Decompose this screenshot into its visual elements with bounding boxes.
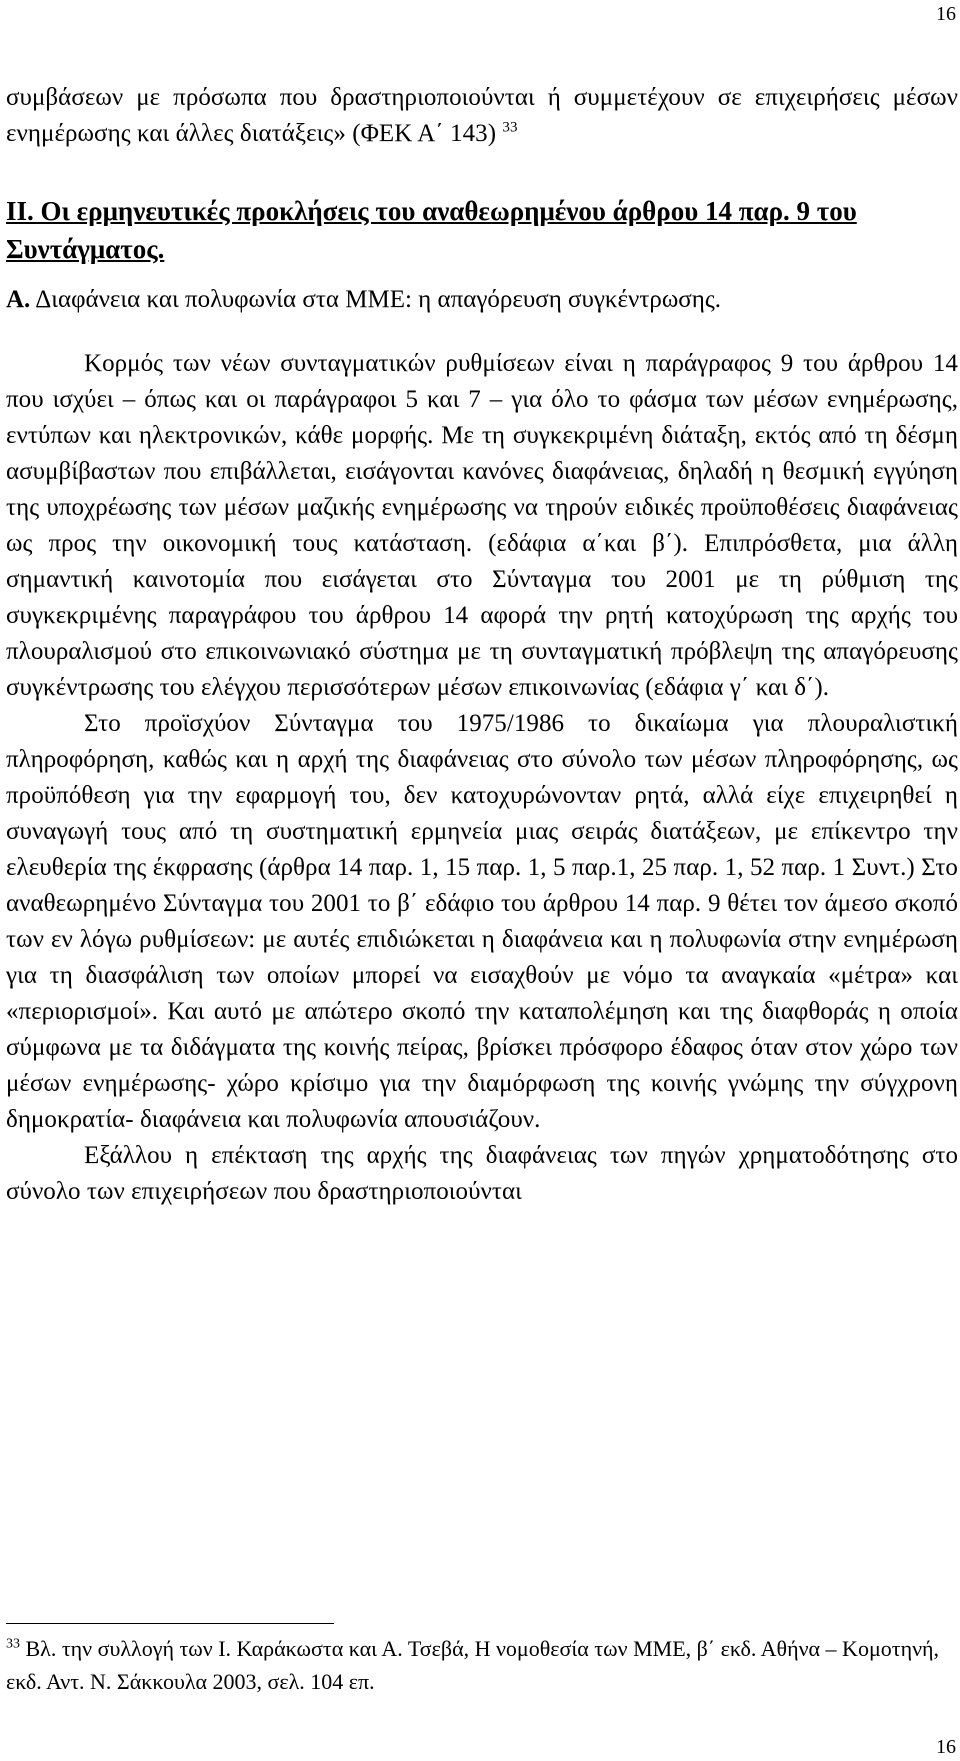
subsection-title: Διαφάνεια και πολυφωνία στα ΜΜΕ: η απαγόρευση συγκέντρωσης. <box>35 286 721 313</box>
page-body <box>6 80 958 1210</box>
footnote-reference: 33 <box>502 119 518 136</box>
opening-paragraph <box>6 80 958 152</box>
subsection-letter: Α. <box>6 286 31 313</box>
opening-paragraph-text: συμβάσεων με πρόσωπα που δραστηριοποιούνται ή συμμετέχουν σε επιχειρήσεις μέσων ενημέρωσης και άλλες διατάξεις» (ΦΕΚ Α΄ 143) <box>6 84 958 147</box>
page-number-top: 16 <box>936 3 956 25</box>
paragraph-1: Κορμός των νέων συνταγματικών ρυθμίσεων είναι η παράγραφος 9 του άρθρου 14 που ισχύει – όπως και οι παράγραφοι 5 και 7 – για όλο το φάσμα των μέσων ενημέρωσης, εντύπων και ηλεκτρονικών, κάθε μορφής. Με τη συγκεκριμένη διάταξη, εκτός από τη δέσμη ασυμβίβαστων που επιβάλλεται, εισάγονται κανόνες διαφάνειας, δηλαδή η θεσμική εγγύηση της υποχρέωσης των μέσων μαζικής ενημέρωσης να τηρούν ειδικές προϋποθέσεις διαφάνειας ως προς την οικονομική τους κατάσταση. (εδάφια α΄και β΄). Επιπρόσθετα, μια άλλη σημαντική καινοτομία που εισάγεται στο Σύνταγμα του 2001 με τη ρύθμιση της συγκεκριμένης παραγράφου του άρθρου 14 αφορά την ρητή κατοχύρωση της αρχής του πλουραλισμού στο επικοινωνιακό σύστημα με τη συνταγματική πρόβλεψη της απαγόρευσης συγκέντρωσης του ελέγχου περισσότερων μέσων επικοινωνίας (εδάφια γ΄ και δ΄). <box>6 350 958 701</box>
subsection-heading <box>6 282 958 318</box>
footnote-marker: 33 <box>6 1636 20 1652</box>
page-number-bottom: 16 <box>936 1736 956 1758</box>
footnote-separator <box>6 1623 334 1624</box>
footnote <box>6 1632 958 1698</box>
footnote-text: Βλ. την συλλογή των Ι. Καράκωστα και Α. Τσεβά, Η νομοθεσία των ΜΜΕ, β΄ εκδ. Αθήνα – Κομοτηνή, εκδ. Αντ. Ν. Σάκκουλα 2003, σελ. 104 επ. <box>6 1636 940 1694</box>
section-heading: ΙΙ. Οι ερμηνευτικές προκλήσεις του αναθεωρημένου άρθρου 14 παρ. 9 του Συντάγματος. <box>6 196 857 264</box>
paragraph-3: Εξάλλου η επέκταση της αρχής της διαφάνειας των πηγών χρηματοδότησης στο σύνολο των επιχειρήσεων που δραστηριοποιούνται <box>6 1142 958 1205</box>
paragraph-2: Στο προϊσχύον Σύνταγμα του 1975/1986 το δικαίωμα για πλουραλιστική πληροφόρηση, καθώς και η αρχή της διαφάνειας στο σύνολο των μέσων πληροφόρησης, ως προϋπόθεση για την εφαρμογή του, δεν κατοχυρώνονταν ρητά, αλλά είχε επιχειρηθεί η συναγωγή τους από τη συστηματική ερμηνεία μιας σειράς διατάξεων, με επίκεντρο την ελευθερία της έκφρασης (άρθρα 14 παρ. 1, 15 παρ. 1, 5 παρ.1, 25 παρ. 1, 52 παρ. 1 Συντ.) Στο αναθεωρημένο Σύνταγμα του 2001 το β΄ εδάφιο του άρθρου 14 παρ. 9 θέτει τον άμεσο σκοπό των εν λόγω ρυθμίσεων: με αυτές επιδιώκεται η διαφάνεια και η πολυφωνία στην ενημέρωση για τη διασφάλιση των οποίων μπορεί να εισαχθούν με νόμο τα αναγκαία «μέτρα» και «περιορισμοί». Και αυτό με απώτερο σκοπό την καταπολέμηση και της διαφθοράς η οποία σύμφωνα με τα διδάγματα της κοινής πείρας, βρίσκει πρόσφορο έδαφος όταν στον χώρο των μέσων ενημέρωσης- χώρο κρίσιμο για την διαμόρφωση της κοινής γνώμης την σύγχρονη δημοκρατία- διαφάνεια και πολυφωνία απουσιάζουν. <box>6 710 958 1133</box>
